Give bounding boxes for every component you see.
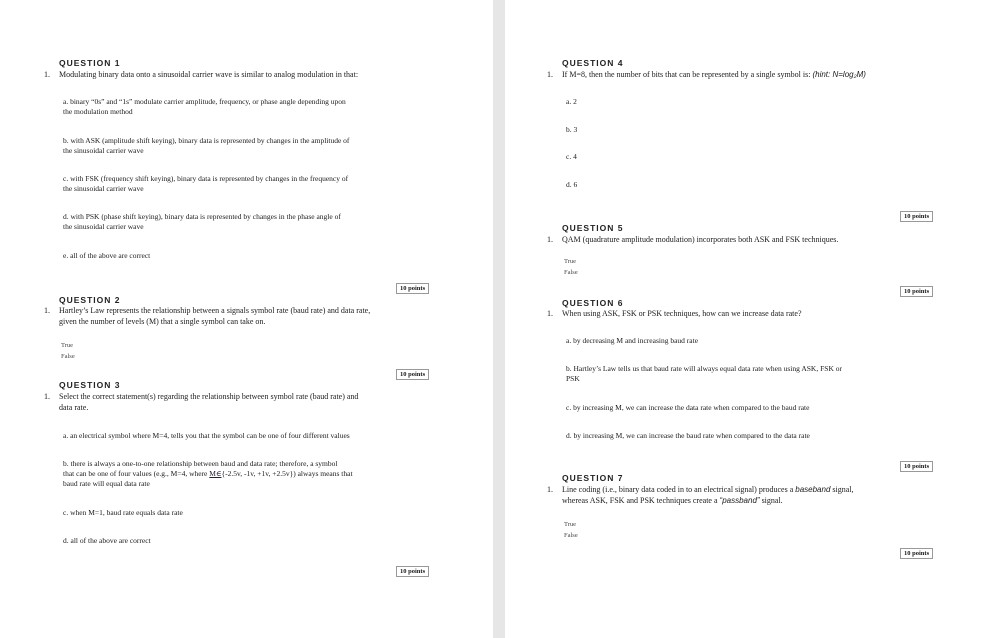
q1-option-b-line2: the sinusoidal carrier wave — [63, 146, 144, 155]
q2-points-badge: 10 points — [396, 369, 429, 380]
question-2-text — [59, 305, 370, 327]
question-1-text: Modulating binary data onto a sinusoidal carrier wave is similar to analog modulation in that: — [59, 70, 359, 79]
q3-option-b-line2-pre: that can be one of four values (e.g., M=4, where — [63, 469, 210, 478]
q3-option-b-line1: b. there is always a one-to-one relationship between baud and data rate; therefore, a symbol — [63, 459, 338, 468]
question-4-number: 1. — [547, 70, 553, 79]
right-page — [505, 0, 999, 638]
q3-option-a[interactable]: a. an electrical symbol where M=4, tells you that the symbol can be one of four different values — [63, 431, 350, 440]
q3-option-b-set-symbol: M∈ — [209, 469, 222, 478]
question-1-heading: QUESTION 1 — [59, 58, 121, 68]
question-7-line2-pre: whereas ASK, FSK and PSK techniques create a — [562, 496, 720, 505]
q6-option-b-line1: b. Hartley’s Law tells us that baud rate will always equal data rate when using ASK, FSK or — [566, 364, 842, 373]
q1-option-a-line1: a. binary “0s” and “1s” modulate carrier amplitude, frequency, or phase angle depending upon — [63, 97, 346, 106]
question-4-hint: (hint: N=log₂M) — [812, 70, 866, 79]
q6-option-b[interactable] — [566, 364, 842, 384]
question-7-line1-pre: Line coding (i.e., binary data coded in to an electrical signal) produces a — [562, 485, 796, 494]
q5-points-badge: 10 points — [900, 286, 933, 297]
question-7-line2 — [562, 495, 854, 506]
question-2-line1: Hartley’s Law represents the relationship between a signals symbol rate (baud rate) and data rate, — [59, 306, 371, 315]
question-6-heading: QUESTION 6 — [562, 298, 624, 308]
q5-option-false[interactable]: False — [564, 269, 578, 276]
q6-option-c[interactable]: c. by increasing M, we can increase the data rate when compared to the baud rate — [566, 403, 810, 412]
question-7-passband: “passband” — [719, 496, 760, 505]
q5-option-true[interactable]: True — [564, 258, 577, 265]
question-6-number: 1. — [547, 309, 553, 318]
q7-points-badge: 10 points — [900, 548, 933, 559]
q4-option-a[interactable]: a. 2 — [566, 97, 577, 106]
question-6-text: When using ASK, FSK or PSK techniques, how can we increase data rate? — [562, 309, 802, 318]
q3-option-c[interactable]: c. when M=1, baud rate equals data rate — [63, 508, 183, 517]
q4-option-c[interactable]: c. 4 — [566, 152, 577, 161]
q1-option-c[interactable] — [63, 174, 348, 194]
q3-points-badge: 10 points — [396, 566, 429, 577]
question-3-number: 1. — [44, 392, 50, 401]
question-4-heading: QUESTION 4 — [562, 58, 624, 68]
question-7-baseband: baseband — [795, 485, 831, 494]
question-7-text — [562, 484, 854, 506]
q3-option-b[interactable] — [63, 459, 353, 489]
question-3-text — [59, 391, 358, 413]
question-1-number: 1. — [44, 70, 50, 79]
question-3-line1: Select the correct statement(s) regarding the relationship between symbol rate (baud rate) and — [59, 392, 359, 401]
q7-option-false[interactable]: False — [564, 532, 578, 539]
q3-option-b-line2-post: {-2.5v, -1v, +1v, +2.5v}) always means that — [221, 469, 353, 478]
q1-option-c-line2: the sinusoidal carrier wave — [63, 184, 144, 193]
q3-option-d[interactable]: d. all of the above are correct — [63, 536, 151, 545]
q1-option-c-line1: c. with FSK (frequency shift keying), binary data is represented by changes in the frequency of — [63, 174, 349, 183]
question-7-line1-post: signal, — [830, 485, 854, 494]
q1-points-badge: 10 points — [396, 283, 429, 294]
question-7-line1 — [562, 484, 854, 495]
question-5-text: QAM (quadrature amplitude modulation) incorporates both ASK and FSK techniques. — [562, 235, 839, 244]
q1-option-a[interactable] — [63, 97, 346, 117]
question-2-line2: given the number of levels (M) that a single symbol can take on. — [59, 317, 266, 326]
q2-option-true[interactable]: True — [61, 342, 74, 349]
q1-option-a-line2: the modulation method — [63, 107, 133, 116]
question-3-heading: QUESTION 3 — [59, 380, 121, 390]
q1-option-b-line1: b. with ASK (amplitude shift keying), binary data is represented by changes in the amplitude of — [63, 136, 350, 145]
question-5-heading: QUESTION 5 — [562, 223, 624, 233]
q1-option-d-line2: the sinusoidal carrier wave — [63, 222, 144, 231]
left-page — [0, 0, 493, 638]
question-7-number: 1. — [547, 485, 553, 494]
q6-option-a[interactable]: a. by decreasing M and increasing baud rate — [566, 336, 699, 345]
q1-option-d[interactable] — [63, 212, 341, 232]
q1-option-b[interactable] — [63, 136, 349, 156]
q7-option-true[interactable]: True — [564, 521, 577, 528]
q3-option-b-line3: baud rate will equal data rate — [63, 479, 150, 488]
question-5-number: 1. — [547, 235, 553, 244]
q1-option-d-line1: d. with PSK (phase shift keying), binary data is represented by changes in the phase angle of — [63, 212, 341, 221]
question-3-line2: data rate. — [59, 403, 89, 412]
q4-option-d[interactable]: d. 6 — [566, 180, 578, 189]
question-7-heading: QUESTION 7 — [562, 473, 624, 483]
question-4-text-body: If M=8, then the number of bits that can be represented by a single symbol is: — [562, 70, 813, 79]
q4-points-badge: 10 points — [900, 211, 933, 222]
q1-option-e[interactable]: e. all of the above are correct — [63, 251, 151, 260]
q6-option-b-line2: PSK — [566, 374, 580, 383]
q4-option-b[interactable]: b. 3 — [566, 125, 578, 134]
question-2-heading: QUESTION 2 — [59, 295, 121, 305]
question-4-text — [562, 69, 866, 80]
q2-option-false[interactable]: False — [61, 353, 75, 360]
question-2-number: 1. — [44, 306, 50, 315]
q6-points-badge: 10 points — [900, 461, 933, 472]
q6-option-d[interactable]: d. by increasing M, we can increase the baud rate when compared to the data rate — [566, 431, 810, 440]
question-7-line2-post: signal. — [759, 496, 783, 505]
q3-option-b-line2 — [63, 469, 353, 479]
